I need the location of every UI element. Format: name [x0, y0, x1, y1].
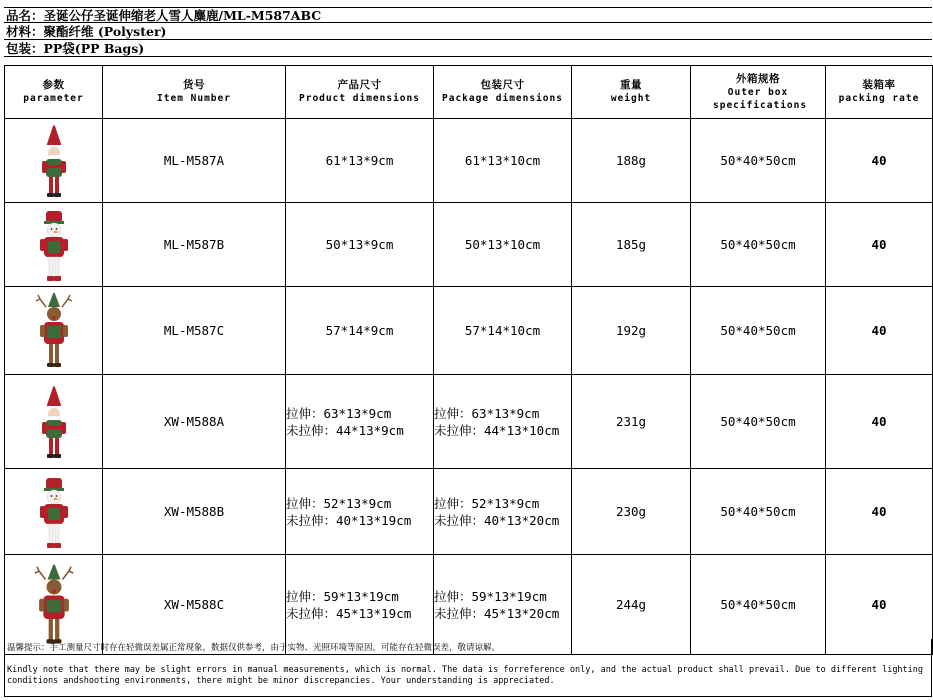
product-image — [5, 119, 103, 203]
weight: 231g — [572, 375, 691, 469]
item-number: ML-M587C — [103, 287, 286, 375]
packing-rate: 40 — [826, 555, 933, 655]
column-header: 货号 Item Number — [103, 66, 286, 119]
column-header: 装箱率 packing rate — [826, 66, 933, 119]
unstretched-size: 未拉伸：45*13*20cm — [434, 605, 560, 621]
disclaimer-english: Kindly note that there may be slight errors in manual measurements, which is normal. The data is forreference only, and the actual product shall prevail. Due to different lighting conditions andshooting environments, there might be minor discrepancies. Your understanding is appreciated. — [7, 665, 924, 686]
spec-table — [4, 65, 933, 655]
product-name-line: 品名：圣诞公仔圣诞伸缩老人雪人麋鹿/ML-M587ABC — [4, 7, 932, 23]
outer-box: 50*40*50cm — [691, 119, 826, 203]
outer-box: 50*40*50cm — [691, 555, 826, 655]
product-dimensions: 61*13*9cm — [286, 119, 434, 203]
product-dimensions — [286, 469, 434, 555]
product-spec-sheet — [4, 7, 932, 697]
outer-box: 50*40*50cm — [691, 375, 826, 469]
table-row — [5, 203, 933, 287]
unstretched-size: 未拉伸：45*13*19cm — [286, 605, 412, 621]
packing-rate: 40 — [826, 375, 933, 469]
weight: 192g — [572, 287, 691, 375]
product-dimensions — [286, 375, 434, 469]
item-number: ML-M587A — [103, 119, 286, 203]
item-number: XW-M588C — [103, 555, 286, 655]
stretched-size: 拉伸：52*13*9cm — [286, 495, 392, 511]
package-dimensions: 50*13*10cm — [434, 203, 572, 287]
disclaimer-chinese: 温馨提示：手工测量尺寸时存在轻微误差属正常现象，数据仅供参考，由于实物、光照环境等原因，可能存在轻微误差，敬请谅解。 — [7, 643, 501, 653]
unstretched-size: 未拉伸：44*13*9cm — [286, 422, 404, 438]
package-dimensions — [434, 469, 572, 555]
package-dimensions — [434, 375, 572, 469]
table-row — [5, 469, 933, 555]
stretched-size: 拉伸：59*13*19cm — [434, 588, 547, 604]
unstretched-size: 未拉伸：44*13*10cm — [434, 422, 560, 438]
disclaimer-footer — [4, 639, 932, 697]
table-row — [5, 375, 933, 469]
column-header: 参数 parameter — [5, 66, 103, 119]
item-number: XW-M588A — [103, 375, 286, 469]
packing-rate: 40 — [826, 469, 933, 555]
outer-box: 50*40*50cm — [691, 203, 826, 287]
weight: 185g — [572, 203, 691, 287]
reindeer-figure-icon — [22, 556, 86, 650]
outer-box: 50*40*50cm — [691, 287, 826, 375]
stretched-size: 拉伸：52*13*9cm — [434, 495, 540, 511]
packaging-line: 包装：PP袋(PP Bags) — [4, 41, 932, 57]
table-row — [5, 287, 933, 375]
stretched-size: 拉伸：63*13*9cm — [286, 405, 392, 421]
santa-figure-icon — [24, 377, 84, 463]
item-number: XW-M588B — [103, 469, 286, 555]
material-line: 材料：聚酯纤维 (Polyster) — [4, 24, 932, 40]
product-image — [5, 287, 103, 375]
package-dimensions: 61*13*10cm — [434, 119, 572, 203]
table-row — [5, 119, 933, 203]
weight: 188g — [572, 119, 691, 203]
product-dimensions: 57*14*9cm — [286, 287, 434, 375]
column-header: 产品尺寸 Product dimensions — [286, 66, 434, 119]
reindeer-figure-icon — [24, 289, 84, 369]
item-number: ML-M587B — [103, 203, 286, 287]
unstretched-size: 未拉伸：40*13*19cm — [286, 512, 412, 528]
stretched-size: 拉伸：63*13*9cm — [434, 405, 540, 421]
product-dimensions: 50*13*9cm — [286, 203, 434, 287]
weight: 230g — [572, 469, 691, 555]
column-header: 重量 weight — [572, 66, 691, 119]
snowman-figure-icon — [24, 469, 84, 551]
stretched-size: 拉伸：59*13*19cm — [286, 588, 399, 604]
unstretched-size: 未拉伸：40*13*20cm — [434, 512, 560, 528]
santa-figure-icon — [24, 119, 84, 199]
column-header: 外箱规格 Outer box specifications — [691, 66, 826, 119]
packing-rate: 40 — [826, 203, 933, 287]
weight: 244g — [572, 555, 691, 655]
snowman-figure-icon — [24, 203, 84, 283]
package-dimensions: 57*14*10cm — [434, 287, 572, 375]
packing-rate: 40 — [826, 287, 933, 375]
product-image — [5, 469, 103, 555]
product-image — [5, 203, 103, 287]
packing-rate: 40 — [826, 119, 933, 203]
outer-box: 50*40*50cm — [691, 469, 826, 555]
product-image — [5, 375, 103, 469]
column-header: 包装尺寸 Package dimensions — [434, 66, 572, 119]
table-header-row — [5, 66, 933, 119]
